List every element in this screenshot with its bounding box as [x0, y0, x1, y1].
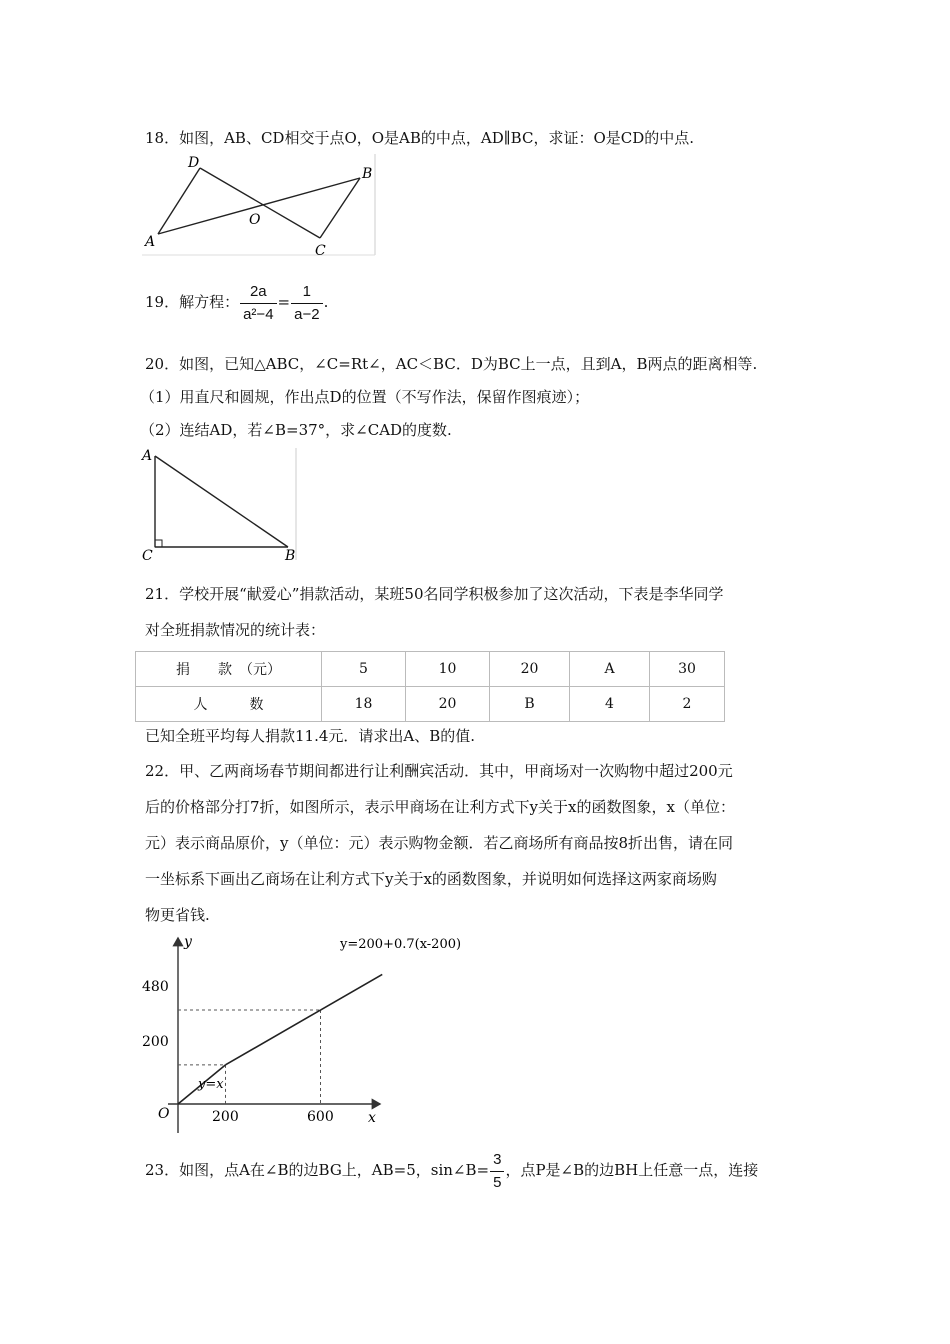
- q19-lhs-denominator: a²−4: [243, 305, 274, 323]
- label-c: C: [315, 243, 326, 259]
- q23-text: [145, 1146, 758, 1194]
- x-tick-600: 600: [307, 1109, 334, 1125]
- q23-suffix: ，点P是∠B的边BH上任意一点，连接: [505, 1161, 759, 1179]
- table-cell: A: [570, 652, 650, 687]
- label-b: B: [285, 548, 296, 564]
- donation-table: [135, 651, 725, 722]
- table-cell: 20: [490, 652, 570, 687]
- x-tick-200: 200: [212, 1109, 239, 1125]
- q23-prefix: 23．如图，点A在∠B的边BG上，AB=5，sin∠B=: [145, 1161, 490, 1179]
- q23-fraction: [490, 1149, 504, 1194]
- table-cell: 5: [322, 652, 406, 687]
- q22-line4: 一坐标系下画出乙商场在让利方式下y关于x的函数图象，并说明如何选择这两家商场购: [145, 870, 717, 888]
- origin-label: O: [158, 1106, 170, 1122]
- label-b: B: [362, 166, 373, 182]
- q23-numerator: 3: [490, 1149, 504, 1172]
- q19-suffix: .: [323, 293, 329, 311]
- table-cell: 20: [406, 687, 490, 722]
- row-header-amount: 捐 款 （元）: [136, 652, 322, 687]
- label-c: C: [142, 548, 153, 564]
- q20-line2: （1）用直尺和圆规，作出点D的位置（不写作法，保留作图痕迹）；: [140, 388, 590, 406]
- table-cell: 10: [406, 652, 490, 687]
- series-label-lower: y=x: [198, 1077, 224, 1092]
- table-cell: 30: [650, 652, 725, 687]
- q21-line2: 对全班捐款情况的统计表：: [145, 621, 326, 639]
- q23-denominator: 5: [493, 1173, 502, 1191]
- q20-line3: （2）连结AD，若∠B=37°，求∠CAD的度数.: [140, 421, 452, 439]
- series-line-2: [226, 1010, 321, 1065]
- y-axis-label: y: [184, 934, 192, 950]
- q21-after: 已知全班平均每人捐款11.4元．请求出A、B的值.: [145, 727, 476, 745]
- table-cell: 18: [322, 687, 406, 722]
- label-a: A: [142, 448, 153, 464]
- q19-rhs-fraction: [291, 281, 322, 326]
- row-header-count: 人 数: [136, 687, 322, 722]
- q22-line5: 物更省钱.: [145, 906, 210, 924]
- series-label-upper: y=200+0.7(x-200): [340, 937, 462, 952]
- series-line-2-extension: [321, 974, 383, 1010]
- y-tick-480: 480: [142, 979, 169, 995]
- label-o: O: [249, 212, 261, 228]
- q18-figure: [140, 152, 380, 260]
- q18-text: 18．如图，AB、CD相交于点O，O是AB的中点，AD∥BC，求证：O是CD的中点.: [145, 129, 695, 147]
- right-angle-mark: [155, 540, 162, 547]
- segment-ab: [155, 456, 288, 547]
- q22-line2: 后的价格部分打7折，如图所示，表示甲商场在让利方式下y关于x的函数图象，x（单位：: [145, 798, 735, 816]
- q22-line3: 元）表示商品原价，y（单位：元）表示购物金额．若乙商场所有商品按8折出售，请在同: [145, 834, 734, 852]
- q19-rhs-numerator: 1: [291, 281, 322, 304]
- table-row: [136, 652, 725, 687]
- q19-lhs-fraction: [240, 281, 276, 326]
- q19-rhs-denominator: a−2: [294, 305, 320, 323]
- q19-equals: =: [277, 293, 291, 311]
- table-cell: 4: [570, 687, 650, 722]
- q19-lhs-numerator: 2a: [240, 281, 276, 304]
- q20-line1: 20．如图，已知△ABC，∠C=Rt∠，AC＜BC．D为BC上一点，且到A，B两点的距离相等.: [145, 355, 758, 373]
- table-cell: 2: [650, 687, 725, 722]
- q19-prefix: 19．解方程：: [145, 293, 240, 311]
- table-row: [136, 687, 725, 722]
- q21-line1: 21．学校开展“献爱心”捐款活动，某班50名同学积极参加了这次活动，下表是李华同学: [145, 585, 724, 603]
- table-cell: B: [490, 687, 570, 722]
- q20-figure: [140, 446, 300, 564]
- label-d: D: [188, 155, 200, 171]
- y-tick-200: 200: [142, 1034, 169, 1050]
- q22-chart: [140, 928, 480, 1138]
- q22-line1: 22．甲、乙两商场春节期间都进行让利酬宾活动．其中，甲商场对一次购物中超过200元: [145, 762, 733, 780]
- x-axis-label: x: [368, 1110, 376, 1126]
- label-a: A: [145, 234, 156, 250]
- q19-equation: [145, 278, 328, 326]
